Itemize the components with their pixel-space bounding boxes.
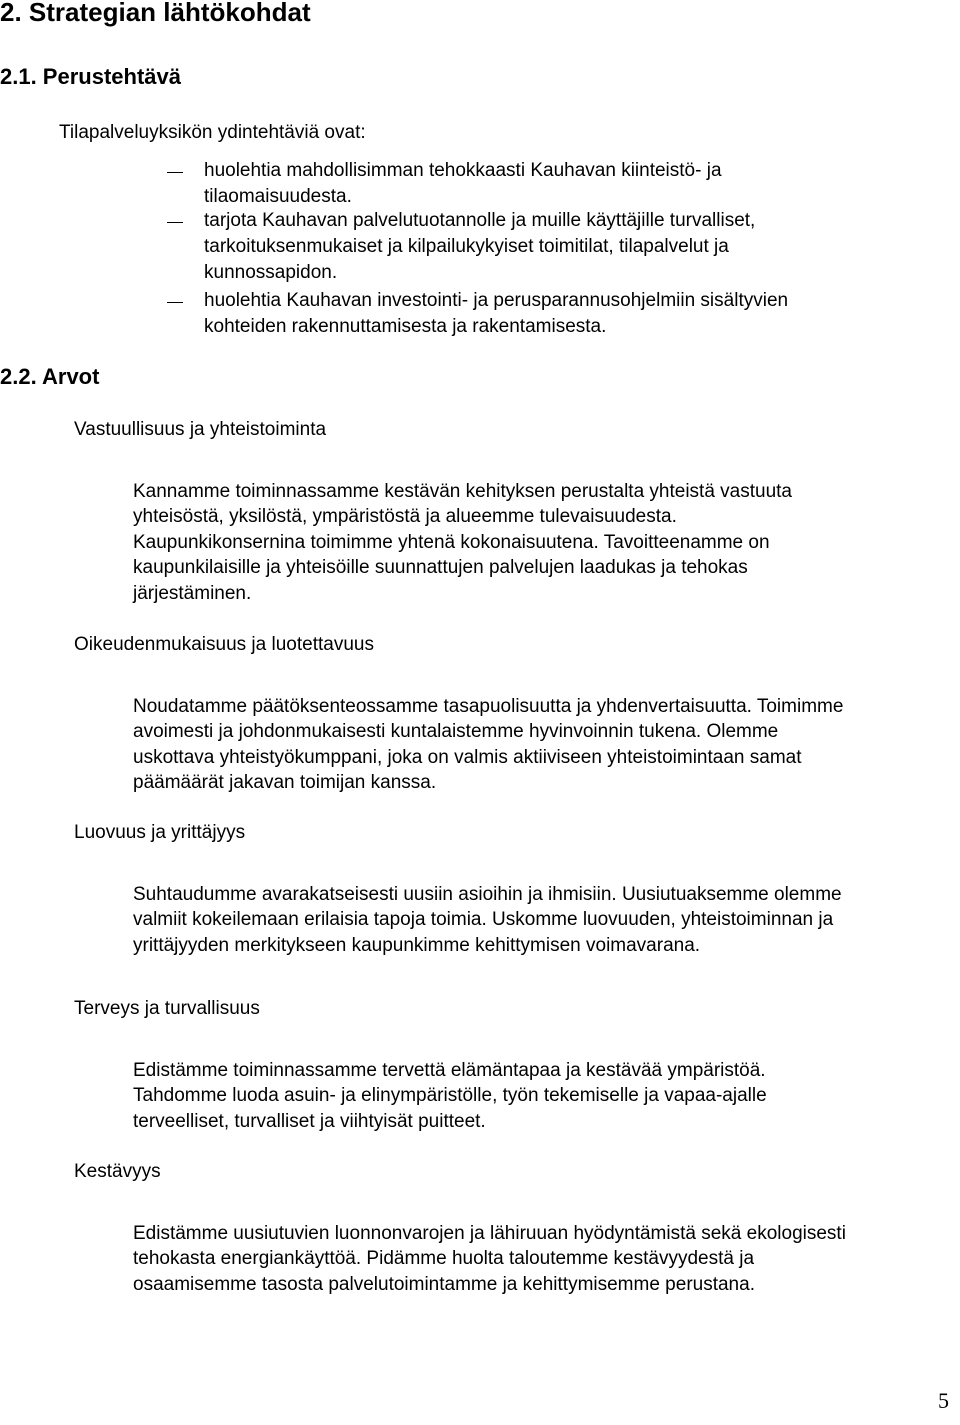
bullet-line: huolehtia mahdollisimman tehokkaasti Kauhavan kiinteistö- ja: [204, 160, 722, 181]
page-title: 2. Strategian lähtökohdat: [0, 0, 311, 27]
bullet-line: kunnossapidon.: [204, 262, 338, 283]
value-text-line: Suhtaudumme avarakatseisesti uusiin asioihin ja ihmisiin. Uusiutuaksemme olemme: [133, 884, 842, 905]
value-text-line: Edistämme uusiutuvien luonnonvarojen ja lähiruuan hyödyntämistä sekä ekologisesti: [133, 1223, 846, 1244]
value-title: Oikeudenmukaisuus ja luotettavuus: [74, 634, 374, 655]
value-text-line: uskottava yhteistyökumppani, joka on valmis aktiiviseen yhteistoimintaan samat: [133, 747, 802, 768]
page-number: 5: [938, 1388, 949, 1413]
dash-bullet: [167, 172, 183, 173]
value-text-line: Tahdomme luoda asuin- ja elinympäristölle, työn tekemiselle ja vapaa-ajalle: [133, 1085, 767, 1106]
value-text-line: yrittäjyyden merkitykseen kaupunkimme kehittymisen voimavarana.: [133, 935, 701, 956]
bullet-line: tilaomaisuudesta.: [204, 186, 352, 207]
bullet-line: tarjota Kauhavan palvelutuotannolle ja muille käyttäjille turvalliset,: [204, 210, 756, 231]
value-text-line: Kannamme toiminnassamme kestävän kehityksen perustalta yhteistä vastuuta: [133, 481, 792, 502]
value-text-line: yhteisöstä, yksilöstä, ympäristöstä ja alueemme tulevaisuudesta.: [133, 506, 677, 527]
section-heading-perustehtava: 2.1. Perustehtävä: [0, 64, 181, 89]
value-text-line: päämäärät jakavan toimijan kanssa.: [133, 772, 437, 793]
dash-bullet: [167, 302, 183, 303]
perustehtava-intro: Tilapalveluyksikön ydintehtäviä ovat:: [59, 122, 366, 143]
value-text-line: kaupunkilaisille ja yhteisöille suunnattujen palvelujen laadukas ja tehokas: [133, 557, 748, 578]
value-text-line: valmiit kokeilemaan erilaisia tapoja toimia. Uskomme luovuuden, yhteistoiminnan ja: [133, 909, 834, 930]
value-title: Vastuullisuus ja yhteistoiminta: [74, 419, 327, 440]
value-text-line: tehokasta energiankäyttöä. Pidämme huolta taloutemme kestävyydestä ja: [133, 1248, 755, 1269]
value-text-line: Noudatamme päätöksenteossamme tasapuolisuutta ja yhdenvertaisuutta. Toimimme: [133, 696, 844, 717]
value-text-line: avoimesti ja johdonmukaisesti kuntalaistemme hyvinvoinnin tukena. Olemme: [133, 721, 779, 742]
value-title: Luovuus ja yrittäjyys: [74, 822, 246, 843]
value-title: Kestävyys: [74, 1161, 161, 1182]
value-text-line: osaamisemme tasosta palvelutoimintamme ja kehittymisemme perustana.: [133, 1274, 755, 1295]
value-title: Terveys ja turvallisuus: [74, 998, 260, 1019]
value-text-line: järjestäminen.: [133, 583, 252, 604]
bullet-line: kohteiden rakennuttamisesta ja rakentamisesta.: [204, 316, 607, 337]
value-text-line: Kaupunkikonsernina toimimme yhtenä kokonaisuutena. Tavoitteenamme on: [133, 532, 770, 553]
dash-bullet: [167, 222, 183, 223]
bullet-line: tarkoituksenmukaiset ja kilpailukykyiset toimitilat, tilapalvelut ja: [204, 236, 729, 257]
section-heading-arvot: 2.2. Arvot: [0, 364, 100, 389]
bullet-line: huolehtia Kauhavan investointi- ja perusparannusohjelmiin sisältyvien: [204, 290, 789, 311]
value-text-line: terveelliset, turvalliset ja viihtyisät puitteet.: [133, 1111, 486, 1132]
value-text-line: Edistämme toiminnassamme tervettä elämäntapaa ja kestävää ympäristöä.: [133, 1060, 766, 1081]
